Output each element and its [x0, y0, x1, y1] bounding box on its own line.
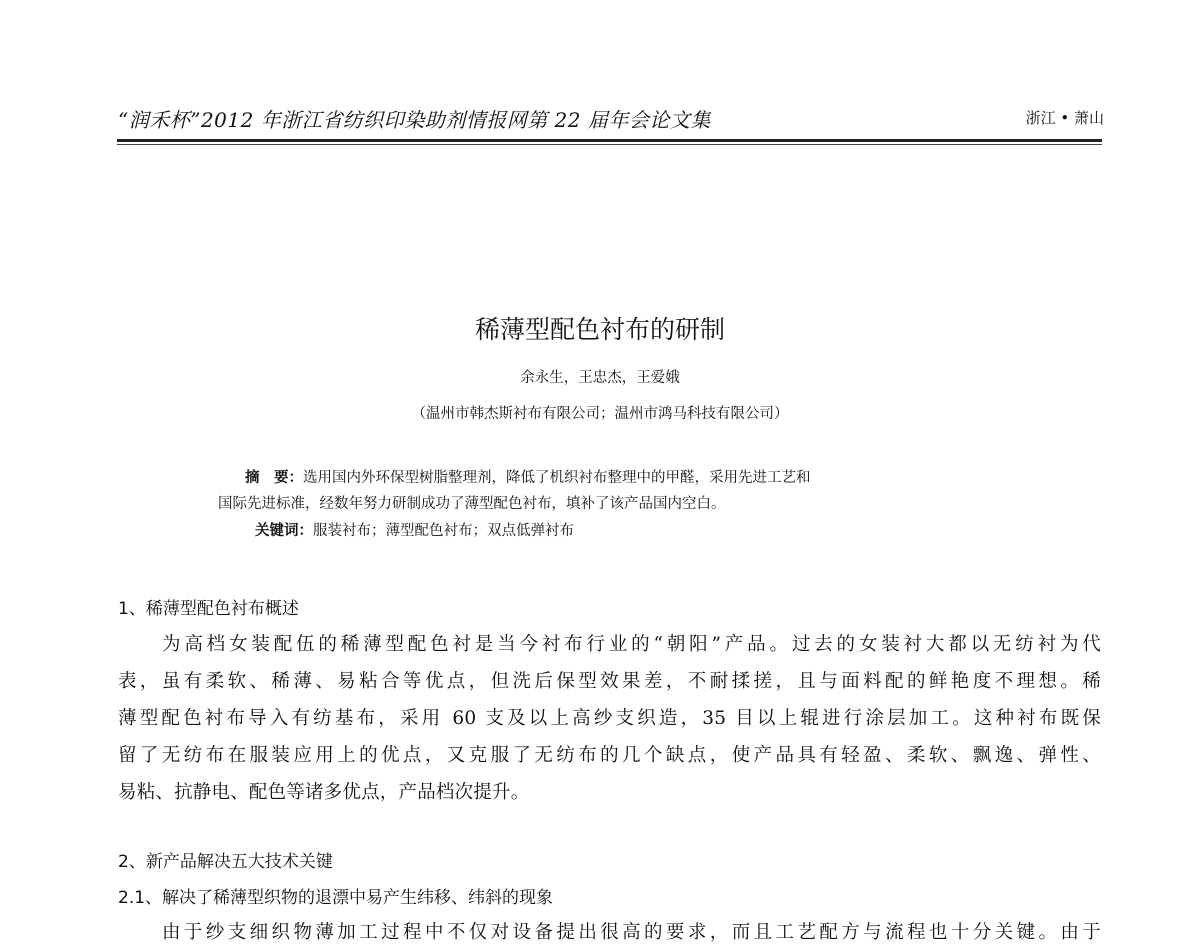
section-1-heading: 1、稀薄型配色衬布概述: [118, 599, 299, 619]
header-rule-thin: [117, 144, 1102, 145]
running-header-location: 浙江 • 萧山: [1025, 109, 1104, 127]
section-1-line-3: 薄型配色衬布导入有纺基布，采用 60 支及以上高纱支织造，35 目以上辊进行涂层加工。这种衬布既保: [118, 708, 1101, 729]
keywords-label: 关键词：: [255, 522, 313, 539]
keywords-line: [255, 519, 574, 540]
section-1-line-5: 易粘、抗静电、配色等诸多优点，产品档次提升。: [118, 782, 530, 803]
abstract-text-1: 选用国内外环保型树脂整理剂，降低了机织衬布整理中的甲醛，采用先进工艺和: [303, 470, 811, 486]
section-2-1-heading: 2.1、解决了稀薄型织物的退漂中易产生纬移、纬斜的现象: [118, 888, 554, 908]
section-1-line-2: 表，虽有柔软、稀薄、易粘合等优点，但洗后保型效果差，不耐揉搓，且与面料配的鲜艳度不理想。稀: [118, 671, 1101, 692]
section-1-line-1: 为高档女装配伍的稀薄型配色衬是当今衬布行业的“朝阳”产品。过去的女装衬大都以无纺衬为代: [162, 634, 1101, 655]
abstract-label: 摘 要：: [245, 469, 303, 486]
abstract-line-2: 国际先进标准，经数年努力研制成功了薄型配色衬布，填补了该产品国内空白。: [218, 496, 726, 512]
keywords-text: 服装衬布；薄型配色衬布；双点低弹衬布: [313, 523, 574, 539]
section-2-1-line-1: 由于纱支细织物薄加工过程中不仅对设备提出很高的要求，而且工艺配方与流程也十分关键。由于: [162, 922, 1101, 943]
header-rule-thick: [117, 139, 1102, 142]
abstract-line-1: [245, 466, 811, 487]
section-1-line-4: 留了无纺布在服装应用上的优点，又克服了无纺布的几个缺点，使产品具有轻盈、柔软、飘逸、弹性、: [118, 745, 1101, 766]
paper-affiliation: （温州市韩杰斯衬布有限公司；温州市鸿马科技有限公司）: [411, 406, 789, 422]
paper-title: 稀薄型配色衬布的研制: [474, 315, 725, 344]
paper-authors: 余永生，王忠杰，王爱娥: [520, 370, 680, 386]
running-header-journal: “润禾杯”2012 年浙江省纺织印染助剂情报网第 22 届年会论文集: [118, 108, 711, 132]
section-2-heading: 2、新产品解决五大技术关键: [118, 852, 333, 872]
